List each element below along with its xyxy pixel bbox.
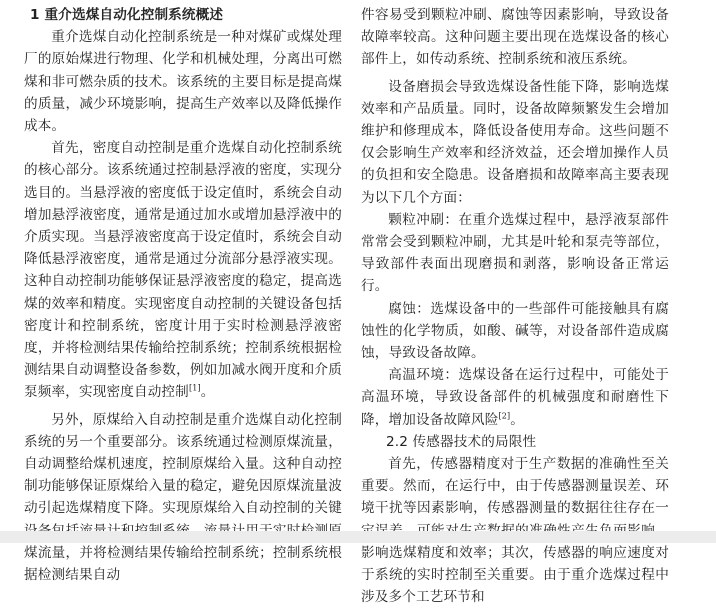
citation-2[interactable]: [2] [498,411,511,421]
density-control-end: 。 [200,384,215,401]
paragraph-sensor-limitations: 首先，传感器精度对于生产数据的准确性至关重要。然而，在运行中，由于传感器测量误差、环境干扰等因素影响，传感器测量的数据往往存在一 影响选煤精度和效率；其次，传感器的响应速度对于系统的实时控制至关重要。由于重介选煤过程中涉及多个工艺环节和 [361,456,669,606]
paragraph-continued: 件容易受到颗粒冲刷、腐蚀等因素影响，导致设备故障率较高。这种问题主要出现在选煤设备的核心部件上，如传动系统、控制系统和液压系统。 [361,7,669,68]
density-control-text: 首先，密度自动控制是重介选煤自动化控制系统的核心部分。该系统通过控制悬浮液的密度，实现分选目的。当悬浮液的密度低于设定值时，系统会自动增加悬浮液密度，通常是通过加水或增加悬浮液中的介质实现。当悬浮液密度高于设定值时，系统会自动降低悬浮液密度，通常是通过分流部分悬浮液实现。这种自动控制功能够保证悬浮液密度的稳定，提高选煤的效率和精度。实现密度自动控制的关键设备包括密度计和控制系统，密度计用于实时检测悬浮液密度，并将检测结果传输给控制系统；控制系统根据检测结果自动调整设备参数，例如加减水阀开度和介质泵频率，实现密度自动控制 [24,140,342,401]
bottom-scroll-bar [0,531,716,543]
paragraph-high-temperature [361,364,669,431]
paragraph-raw-coal-feed: 另外，原煤给入自动控制是重介选煤自动化控制系统的另一个重要部分。该系统通过检测原煤流量，自动调整给煤机速度，控制原煤给入量。这种自动控制功能够保证原煤给入量的稳定，避免因原煤流量波动引起选煤精度下降。实现原煤给入自动控制的关键 煤流量，并将检测结果传输给控制系统；控制系统根据检测结果自动 [24,411,342,584]
section-heading-2-2: 2.2 传感器技术的局限性 [386,433,537,450]
left-column [24,4,342,586]
paragraph-corrosion: 腐蚀：选煤设备中的一些部件可能接触具有腐蚀性的化学物质，如酸、碱等，对设备部件造成腐蚀，导致设备故障。 [361,300,669,362]
high-temperature-end: 。 [510,411,524,428]
right-column [361,4,669,608]
citation-1[interactable]: [1] [188,383,201,393]
paragraph-equipment-wear: 设备磨损会导致选煤设备性能下降，影响选煤效率和产品质量。同时，设备故障频繁发生会增加维护和修理成本，降低设备使用寿命。这些问题不仅会影响生产效率和经济效益，还会增加操作人员的负担和安全隐患。设备磨损和故障率高主要表现为以下几个方面： [361,78,669,206]
paragraph-overview: 重介选煤自动化控制系统是一种对煤矿或煤处理厂的原始煤进行物理、化学和机械处理，分离出可燃煤和非可燃杂质的技术。该系统的主要目标是提高煤的质量，减少环境影响，提高生产效率以及降低操作成本。 [24,29,342,135]
high-temperature-text: 高温环境：选煤设备在运行过程中，可能处于高温环境，导致设备部件的机械强度和耐磨性下降，增加设备故障风险 [361,367,669,428]
paragraph-particle-erosion: 颗粒冲刷：在重介选煤过程中，悬浮液泵部件常常会受到颗粒冲刷，尤其是叶轮和泵壳等部位，导致部件表面出现磨损和剥落，影响设备正常运行。 [361,211,669,295]
paragraph-density-control [24,137,342,403]
section-heading-1: 1 重介选煤自动化控制系统概述 [30,7,224,23]
